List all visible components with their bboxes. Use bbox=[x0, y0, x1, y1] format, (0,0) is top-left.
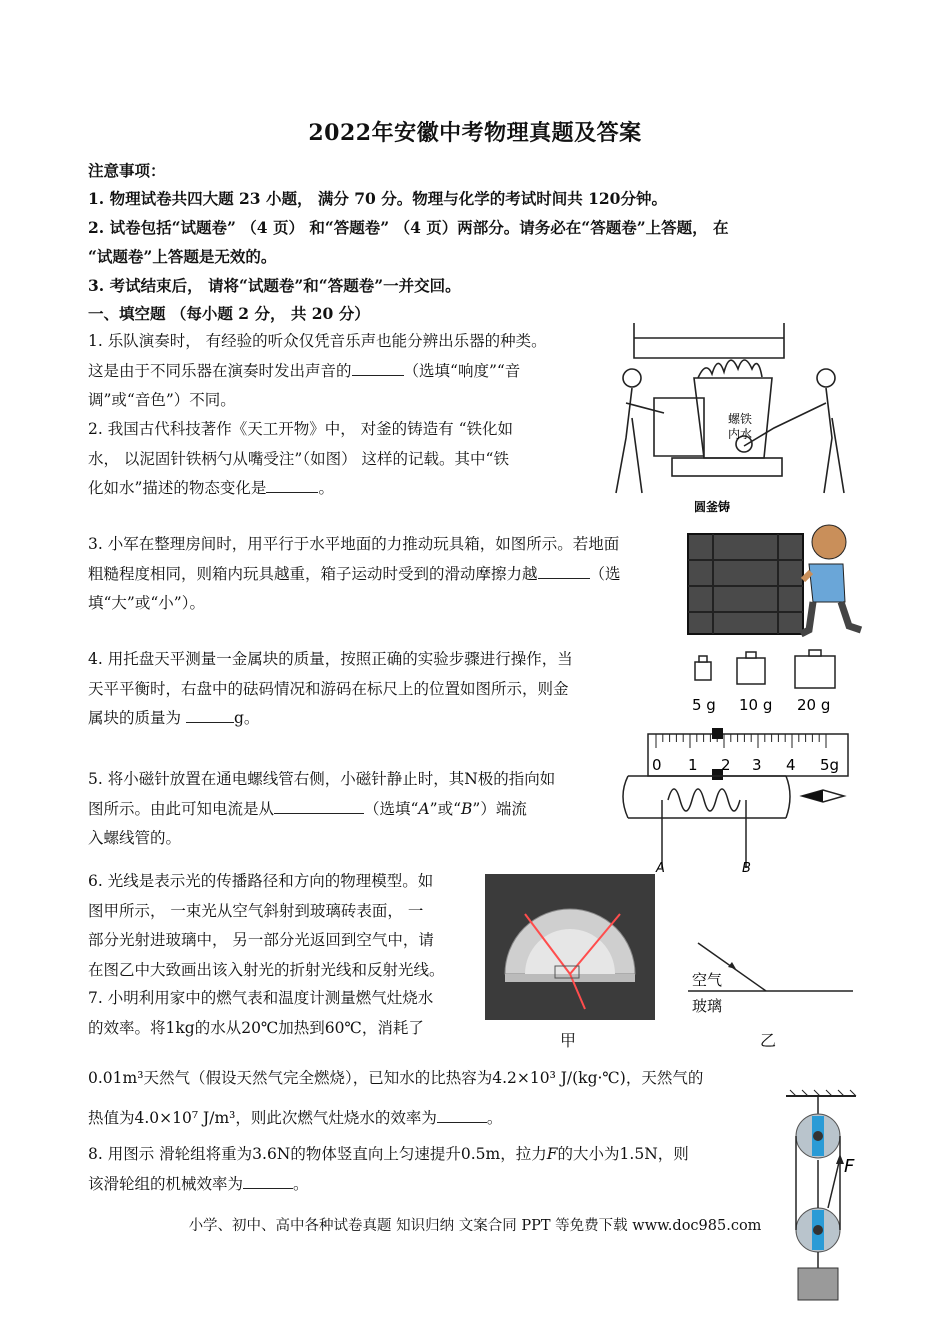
casting-illustration bbox=[594, 318, 864, 518]
air-label: 空气 bbox=[692, 971, 723, 989]
scale-tick-label: 4 bbox=[786, 756, 796, 774]
scale-tick-label: 3 bbox=[752, 756, 762, 774]
answer-blank[interactable] bbox=[538, 562, 590, 579]
question-3: 3. 小军在整理房间时，用平行于水平地面的力推动玩具箱，如图所示。若地面 粗糙程度相同，则箱内玩具越重，箱子运动时受到的滑动摩擦力越 （选 填“大”或“小”）。 bbox=[88, 535, 621, 612]
pulley-system-illustration bbox=[784, 1088, 868, 1304]
air-glass-diagram bbox=[688, 935, 853, 1015]
page-title: 2022年安徽中考物理真题及答案 bbox=[308, 120, 642, 146]
question-6: 6. 光线是表示光的传播路径和方向的物理模型。如 图甲所示， 一束光从空气斜射到玻璃砖表面， 一 部分光射进玻璃中， 另一部分光返回到空气中，请 在图乙中大致画出该入射光的折射光线和反射光线。 bbox=[88, 872, 445, 979]
question-5: 5. 将小磁针放置在通电螺线管右侧，小磁针静止时，其N极的指向如 图所示。由此可知电流是从 （选填“A”或“B”）端流 入螺线管的。 bbox=[88, 770, 556, 847]
weights-illustration bbox=[683, 648, 863, 716]
question-7-part-2: 0.01m³天然气（假设天然气完全燃烧），已知水的比热容为4.2×10³ J/(kg·℃)，天然气的 bbox=[88, 1069, 704, 1087]
question-2: 2. 我国古代科技著作《天工开物》中， 对釜的铸造有 “铁化如 水， 以泥固针铁柄勺从嘴受注”（如图） 这样的记载。其中“铁 化如水”描述的物态变化是 。 bbox=[88, 420, 513, 497]
weight-label: 10 g bbox=[739, 696, 773, 714]
notice-item-1: 1. 物理试卷共四大题 23 小题， 满分 70 分。物理与化学的考试时间共 120分钟。 bbox=[88, 189, 667, 208]
question-4: 4. 用托盘天平测量一金属块的质量，按照正确的实验步骤进行操作，当 天平平衡时，右盘中的砝码情况和游码在标尺上的位置如图所示，则金 属块的质量为 g。 bbox=[88, 650, 573, 727]
page-footer: 小学、初中、高中各种试卷真题 知识归纳 文案合同 PPT 等免费下载 www.doc985.com bbox=[188, 1218, 762, 1234]
notice-item-2b: “试题卷”上答题是无效的。 bbox=[88, 247, 277, 266]
scale-tick-label: 2 bbox=[721, 756, 731, 774]
question-8: 8. 用图示 滑轮组将重为3.6N的物体竖直向上匀速提升0.5m，拉力F的大小为1.5N，则 该滑轮组的机械效率为 。 bbox=[88, 1145, 689, 1193]
question-7-part-3: 热值为4.0×10⁷ J/m³，则此次燃气灶烧水的效率为 。 bbox=[88, 1104, 778, 1134]
force-label: F bbox=[844, 1156, 855, 1177]
refraction-photo bbox=[485, 874, 655, 1020]
notice-item-3: 3. 考试结束后， 请将“试题卷”和“答题卷”一并交回。 bbox=[88, 276, 461, 295]
figure-label: 螺铁 bbox=[728, 412, 753, 426]
push-box-illustration bbox=[683, 520, 873, 640]
solenoid-illustration bbox=[618, 768, 858, 876]
answer-blank[interactable] bbox=[274, 797, 364, 814]
glass-label: 玻璃 bbox=[692, 997, 723, 1015]
terminal-a-label: A bbox=[656, 861, 665, 876]
weight-label: 20 g bbox=[797, 696, 831, 714]
figure-caption: 圆釜铸 bbox=[694, 500, 731, 514]
scale-tick-label: 5g bbox=[820, 756, 840, 774]
question-7-part-1: 7. 小明利用家中的燃气表和温度计测量燃气灶烧水 的效率。将1kg的水从20℃加热到60℃，消耗了 bbox=[88, 989, 434, 1037]
notice-item-2a: 2. 试卷包括“试题卷” （4 页） 和“答题卷” （4 页）两部分。请务必在“答题卷”上答题， 在 bbox=[88, 218, 729, 237]
weight-label: 5 g bbox=[692, 696, 716, 714]
scale-tick-label: 0 bbox=[652, 756, 662, 774]
question-1: 1. 乐队演奏时， 有经验的听众仅凭音乐声也能分辨出乐器的种类。 这是由于不同乐器在演奏时发出声音的 （选填“响度”“音 调”或“音色”）不同。 bbox=[88, 332, 547, 409]
answer-blank[interactable] bbox=[266, 477, 318, 494]
figure-caption-yi: 乙 bbox=[760, 1031, 777, 1050]
terminal-b-label: B bbox=[742, 861, 751, 876]
answer-blank[interactable] bbox=[186, 707, 234, 724]
figure-caption-jia: 甲 bbox=[560, 1031, 577, 1050]
answer-blank[interactable] bbox=[437, 1107, 487, 1124]
section-heading: 一、填空题 （每小题 2 分， 共 20 分） bbox=[88, 304, 370, 323]
figure-label: 内水 bbox=[728, 427, 753, 441]
answer-blank[interactable] bbox=[352, 359, 404, 376]
scale-tick-label: 1 bbox=[688, 756, 698, 774]
notice-heading: 注意事项： bbox=[88, 161, 166, 180]
answer-blank[interactable] bbox=[243, 1172, 293, 1189]
